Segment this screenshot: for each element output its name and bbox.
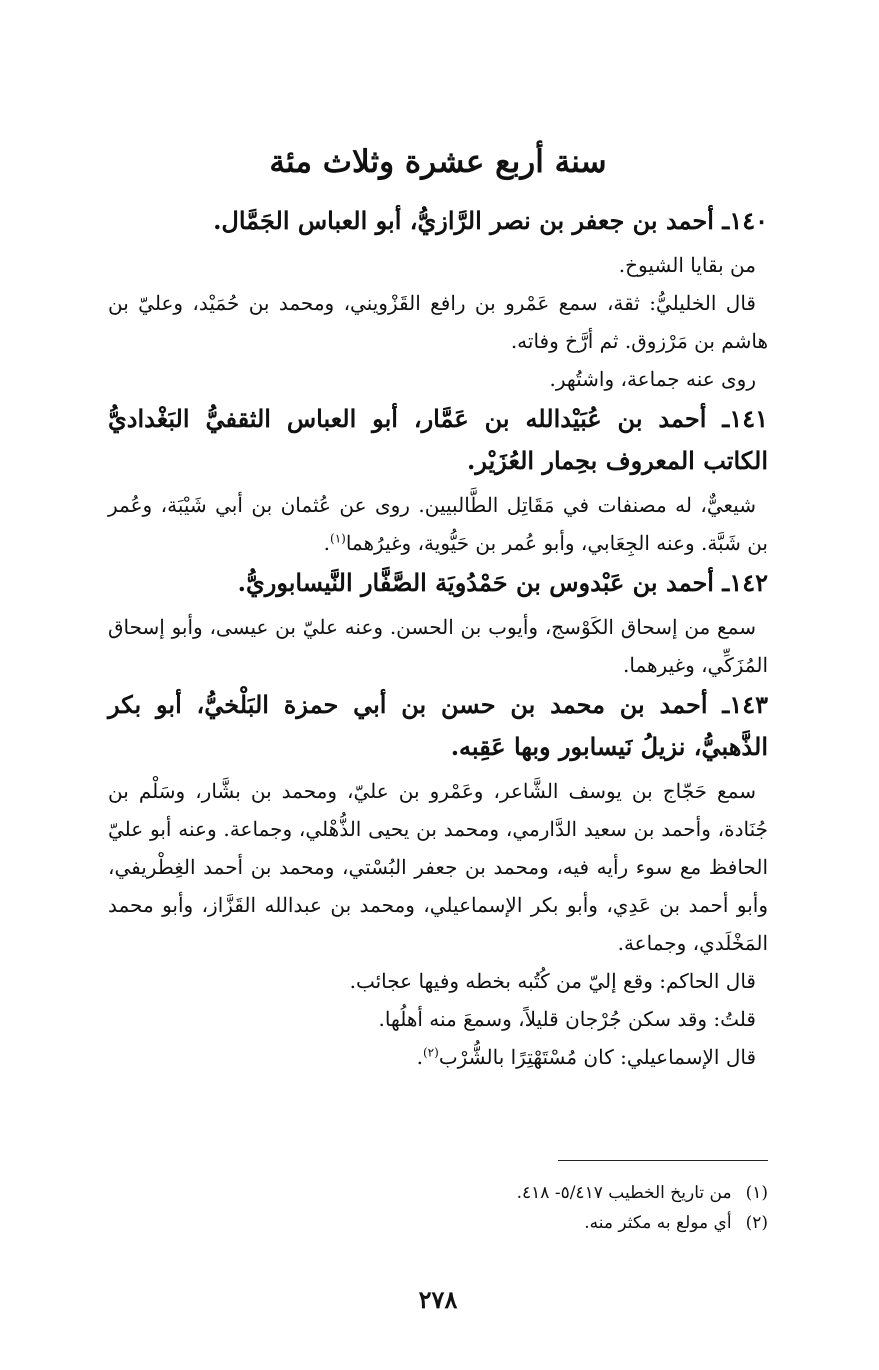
footnote-ref-2[interactable]: (٢) <box>422 1045 439 1060</box>
entry-143-quote-text: قال الإسماعيلي: كان مُسْتَهْتِرًا بالشُّرْب <box>438 1045 756 1069</box>
entry-141-end: . <box>323 531 330 555</box>
entry-141-heading: ١٤١ـ أحمد بن عُبَيْدالله بن عَمَّار، أبو العباس الثقفيُّ البَغْداديُّ الكاتب المعروف بحِمار العُزَيْر. <box>108 404 768 475</box>
entry-140-para-1: من بقايا الشيوخ. <box>618 253 756 277</box>
footnote-1-number: (١) <box>745 1183 768 1203</box>
page-number: ٢٧٨ <box>418 1285 458 1314</box>
entry-142-heading: ١٤٢ـ أحمد بن عَبْدوس بن حَمْدُويَة الصَّفَّار النَّيسابوريُّ. <box>237 568 768 597</box>
entry-143-para-2: قال الحاكم: وقع إليّ من كُتُبه بخطه وفيها عجائب. <box>349 969 756 993</box>
entry-143-para-3: قلتُ: وقد سكن جُرْجان قليلاً، وسمعَ منه أهلُها. <box>378 1007 756 1031</box>
entry-141-text: شيعيٌّ، له مصنفات في مَقَاتِل الطَّالبيين. روى عن عُثمان بن أبي شَيْبَة، وعُمر بن شَبَّة. وعنه الجِعَابي، وأبو عُمر بن حَيُّوية، وغيرُهما <box>108 493 768 555</box>
entry-141-para-1 <box>108 486 768 562</box>
entries-container <box>108 200 768 1076</box>
footnote-2-number: (٢) <box>745 1213 768 1233</box>
footnote-ref-1[interactable]: (١) <box>330 531 346 546</box>
entry-143-heading: ١٤٣ـ أحمد بن محمد بن حسن بن أبي حمزة البَلْخيُّ، أبو بكر الذَّهبيُّ، نزيلُ نَيسابور وبها عَقِبه. <box>108 690 768 761</box>
entry-143-quote-end: . <box>416 1045 423 1069</box>
entry-140-para-2: قال الخليليُّ: ثقة، سمع عَمْرو بن رافع القَزْويني، ومحمد بن حُمَيْد، وعليّ بن هاشم بن مَرْزوق. ثم أرَّخ وفاته. <box>108 291 768 353</box>
entry-143-para-4 <box>108 1038 768 1076</box>
footnote-2 <box>108 1208 768 1238</box>
footnote-1-text: من تاريخ الخطيب ٥/٤١٧- ٤١٨. <box>516 1183 732 1203</box>
footnotes <box>108 1178 768 1238</box>
entry-140-heading: ١٤٠ـ أحمد بن جعفر بن نصر الرَّازيُّ، أبو العباس الجَمَّال. <box>213 206 768 235</box>
footnote-1 <box>108 1178 768 1208</box>
footnote-2-text: أي مولع به مكثر منه. <box>584 1213 732 1233</box>
entry-143-para-1: سمع حَجّاج بن يوسف الشَّاعر، وعَمْرو بن عليّ، ومحمد بن بشَّار، وسَلْم بن جُنَادة، وأحمد بن سعيد الدَّارمي، ومحمد بن يحيى الذُّهْلي، وجماعة. وعنه أبو عليّ الحافظ مع سوء رأيه فيه، ومحمد بن جعفر البُسْتي، ومحمد بن أحمد الغِطْريفي، وأبو أحمد بن عَدِي، وأبو بكر الإسماعيلي، ومحمد بن عبدالله القَزَّاز، وأبو محمد المَخْلَدي، وجماعة. <box>108 779 768 955</box>
book-page <box>108 0 768 1370</box>
footnote-divider <box>558 1160 768 1161</box>
entry-140-para-3: روى عنه جماعة، واشتُهر. <box>549 367 756 391</box>
entry-142-para-1: سمع من إسحاق الكَوْسج، وأيوب بن الحسن. وعنه عليّ بن عيسى، وأبو إسحاق المُزَكِّي، وغيرهما. <box>108 615 768 677</box>
section-title: سنة أربع عشرة وثلاث مئة <box>269 144 607 180</box>
